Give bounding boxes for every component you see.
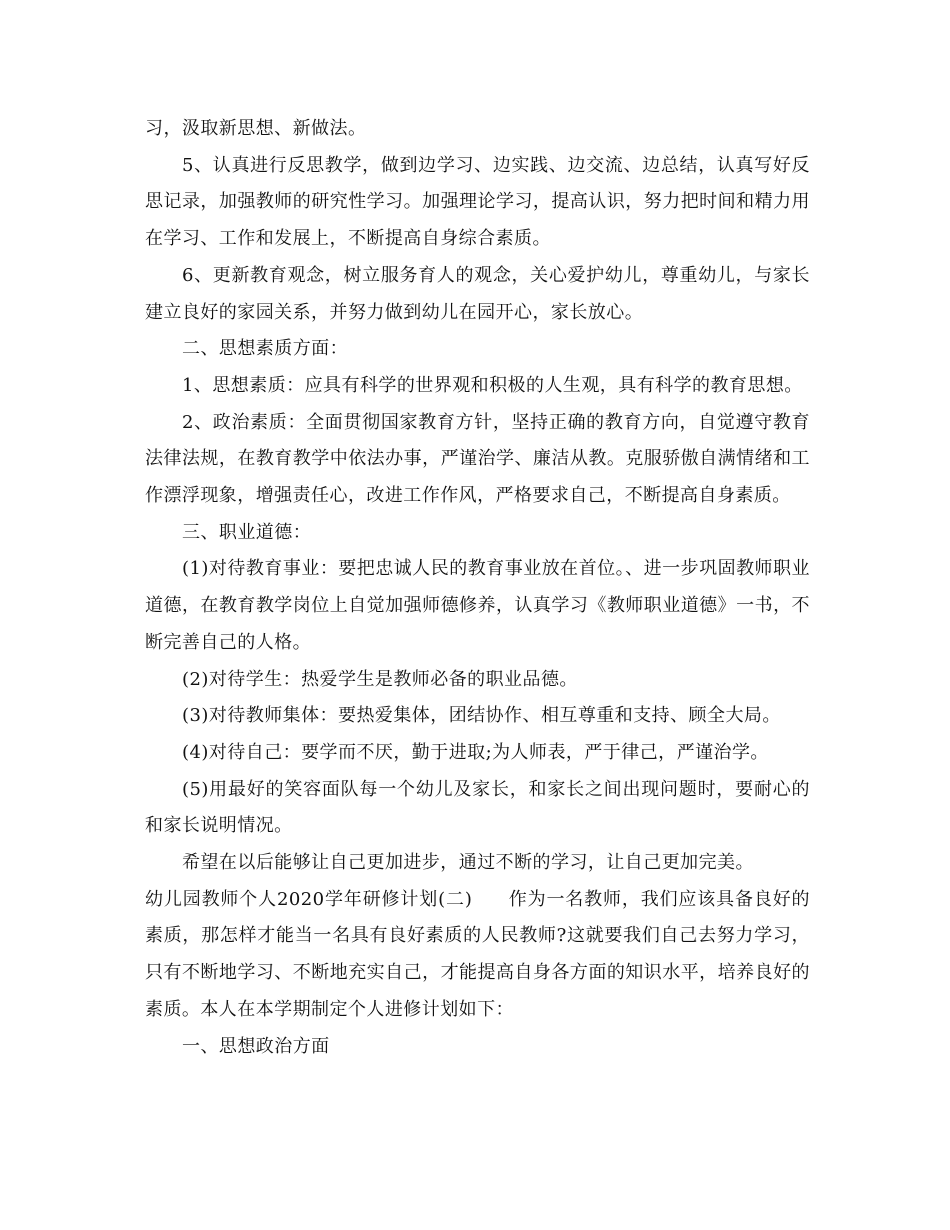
paragraph: 希望在以后能够让自己更加进步，通过不断的学习，让自己更加完美。 — [182, 852, 754, 874]
paragraph: 习，汲取新思想、新做法。 — [145, 118, 367, 139]
section-title: 幼儿园教师个人2020学年研修计划(二) — [145, 888, 473, 910]
section-heading: 三、职业道德： — [182, 521, 312, 543]
section-heading: 一、思想政治方面 — [182, 1035, 330, 1057]
document-body — [145, 111, 810, 1065]
paragraph: (3)对待教师集体：要热爱集体，团结协作、相互尊重和支持、顾全大局。 — [182, 705, 781, 727]
paragraph: (1)对待教育事业：要把忠诚人民的教育事业放在首位。、进一步巩固教师职业道德，在教育教学岗位上自觉加强师德修养，认真学习《教师职业道德》一书，不断完善自己的人格。 — [145, 558, 810, 653]
section-intro: 作为一名教师，我们应该具备良好的素质，那怎样才能当一名具有良好素质的人民教师?这就要我们自己去努力学习，只有不断地学习、不断地充实自己，才能提高自身各方面的知识水平，培养良好的素质。本人在本学期制定个人进修计划如下： — [145, 888, 810, 1020]
paragraph: 5、认真进行反思教学，做到边学习、边实践、边交流、边总结，认真写好反思记录，加强教师的研究性学习。加强理论学习，提高认识，努力把时间和精力用在学习、工作和发展上，不断提高自身综合素质。 — [145, 154, 810, 250]
section-intro-paragraph — [145, 882, 810, 1029]
paragraph: (5)用最好的笑容面队每一个幼儿及家长，和家长之间出现问题时，要耐心的和家长说明情况。 — [145, 778, 810, 837]
paragraph: 1、思想素质：应具有科学的世界观和积极的人生观，具有科学的教育思想。 — [182, 374, 803, 396]
paragraph: 6、更新教育观念，树立服务育人的观念，关心爱护幼儿，尊重幼儿，与家长建立良好的家园关系，并努力做到幼儿在园开心，家长放心。 — [145, 264, 810, 323]
paragraph: 2、政治素质：全面贯彻国家教育方针，坚持正确的教育方向，自觉遵守教育法律法规，在教育教学中依法办事，严谨治学、廉洁从教。克服骄傲自满情绪和工作漂浮现象，增强责任心，改进工作作风，严格要求自己，不断提高自身素质。 — [145, 411, 810, 507]
section-heading: 二、思想素质方面： — [182, 338, 349, 360]
paragraph: (2)对待学生：热爱学生是教师必备的职业品德。 — [182, 668, 578, 690]
paragraph: (4)对待自己：要学而不厌，勤于进取;为人师表，严于律己，严谨治学。 — [182, 741, 769, 763]
